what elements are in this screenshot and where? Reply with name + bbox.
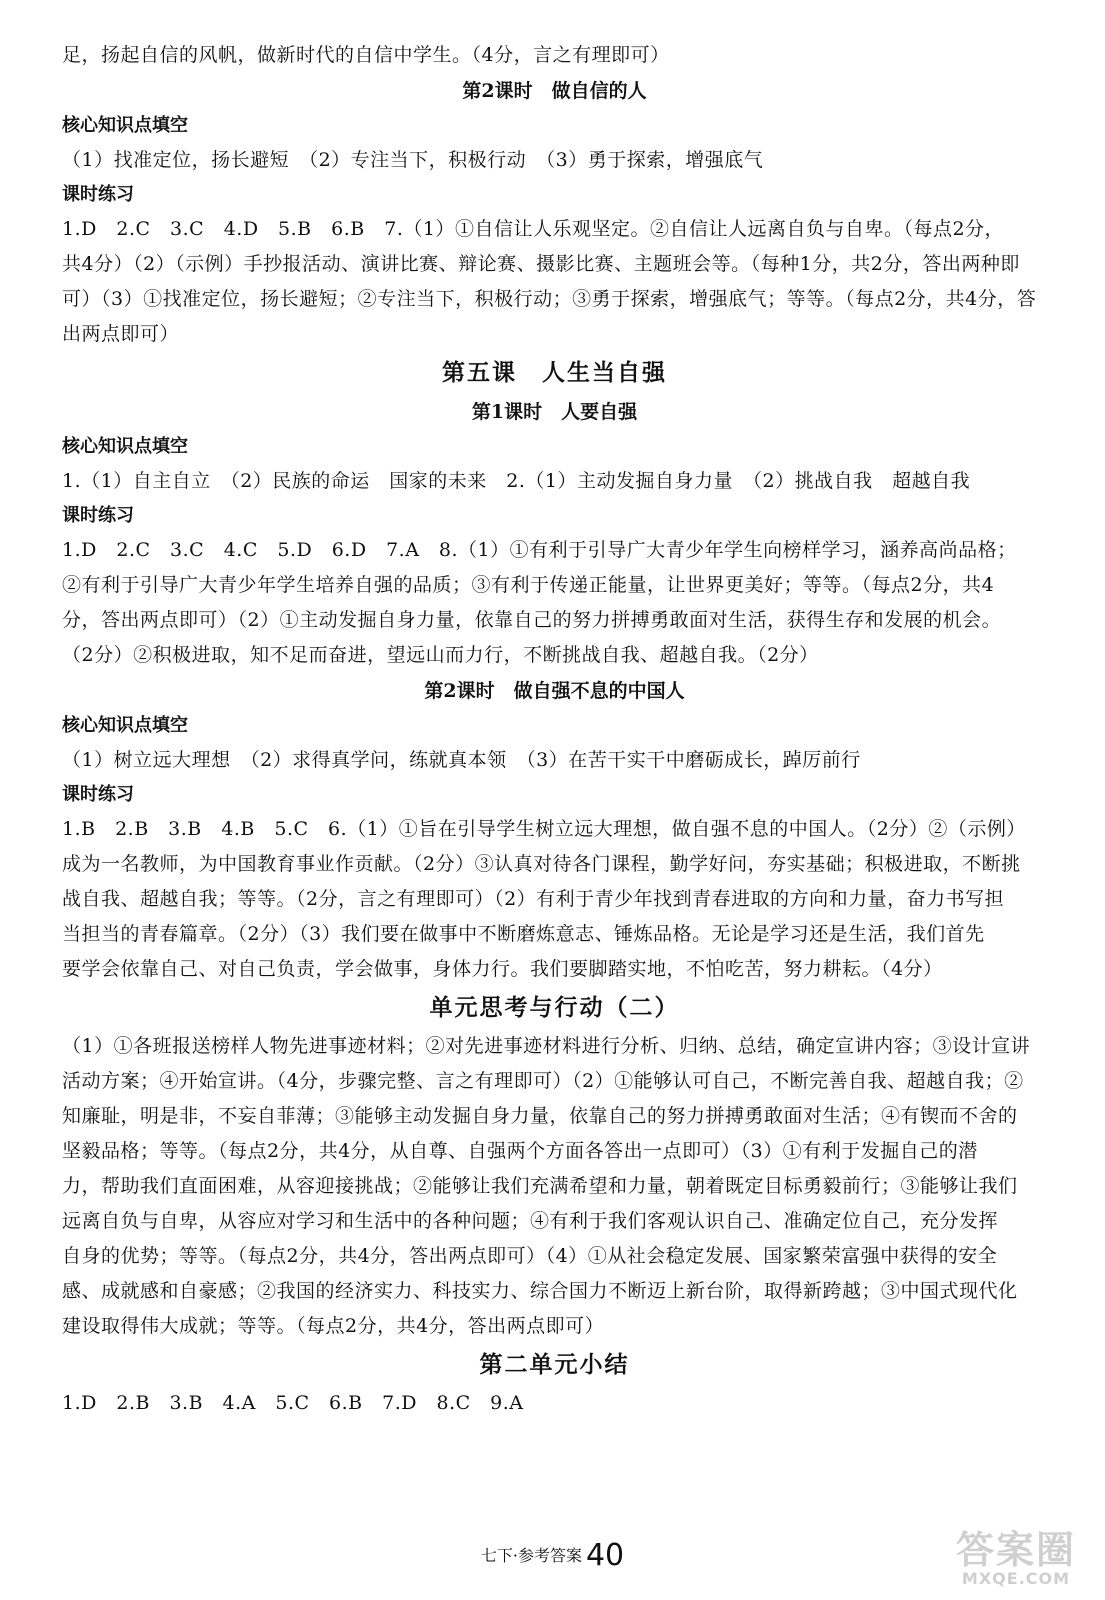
section-label: 核心知识点填空 — [62, 715, 188, 736]
watermark — [941, 1530, 1091, 1592]
answer-line: 出两点即可） — [62, 323, 180, 345]
section-label: 核心知识点填空 — [62, 115, 188, 136]
answer-line: （1）找准定位，扬长避短 （2）专注当下，积极行动 （3）勇于探索，增强底气 — [62, 149, 764, 171]
lesson-title: 单元思考与行动（二） — [429, 994, 680, 1021]
answer-line: 战自我、超越自我；等等。（2分，言之有理即可）（2）有利于青少年找到青春进取的方向和力量，奋力书写担 — [62, 888, 1005, 910]
answer-line: （1）树立远大理想 （2）求得真学问，练就真本领 （3）在苦干实干中磨砺成长，踔厉前行 — [62, 749, 861, 771]
lesson-title: 第五课 人生当自强 — [442, 359, 667, 386]
answer-line: （1）①各班报送榜样人物先进事迹材料；②对先进事迹材料进行分析、归纳、总结，确定宣讲内容；③设计宣讲 — [62, 1035, 1031, 1057]
answer-line: 1.B 2.B 3.B 4.B 5.C 6.（1）①旨在引导学生树立远大理想，做自强不息的中国人。（2分）②（示例） — [62, 818, 1026, 840]
footer-label: 七下·参考答案 — [480, 1546, 582, 1565]
watermark-logo: 答案圈 — [955, 1528, 1076, 1572]
answer-line: 1.（1）自主自立 （2）民族的命运 国家的未来 2.（1）主动发掘自身力量 （2）挑战自我 超越自我 — [62, 470, 971, 492]
answer-line: 活动方案；④开始宣讲。（4分，步骤完整、言之有理即可）（2）①能够认可自己，不断完善自我、超越自我；② — [62, 1070, 1024, 1092]
lesson-title: 第二单元小结 — [479, 1351, 630, 1378]
page-footer — [0, 1538, 1105, 1582]
answer-line: 足，扬起自信的风帆，做新时代的自信中学生。（4分，言之有理即可） — [62, 44, 670, 66]
section-label: 课时练习 — [62, 184, 134, 205]
answer-line: 当担当的青春篇章。（2分）（3）我们要在做事中不断磨炼意志、锤炼品格。无论是学习还是生活，我们首先 — [62, 923, 985, 945]
answer-line: 分，答出两点即可）（2）①主动发掘自身力量，依靠自己的努力拼搏勇敢面对生活，获得生存和发展的机会。 — [62, 609, 1002, 631]
section-subtitle: 第2课时 做自信的人 — [462, 80, 647, 102]
page-number: 40 — [585, 1538, 625, 1573]
answer-line: 自身的优势；等等。（每点2分，共4分，答出两点即可）（4）①从社会稳定发展、国家繁荣富强中获得的安全 — [62, 1245, 998, 1267]
answer-line: 建设取得伟大成就；等等。（每点2分，共4分，答出两点即可） — [62, 1315, 605, 1337]
answer-line: 感、成就感和自豪感；②我国的经济实力、科技实力、综合国力不断迈上新台阶，取得新跨越；③中国式现代化 — [62, 1280, 1018, 1302]
answer-line: 远离自负与自卑，从容应对学习和生活中的各种问题；④有利于我们客观认识自己、准确定位自己，充分发挥 — [62, 1210, 999, 1232]
section-label: 核心知识点填空 — [62, 436, 188, 457]
answer-line: 成为一名教师，为中国教育事业作贡献。（2分）③认真对待各门课程，勤学好问，夯实基础；积极进取，不断挑 — [62, 853, 1021, 875]
answer-line: 坚毅品格；等等。（每点2分，共4分，从自尊、自强两个方面各答出一点即可）（3）①有利于发掘自己的潜 — [62, 1140, 978, 1162]
watermark-url: MXQE.COM — [961, 1569, 1071, 1588]
answer-line: 1.D 2.C 3.C 4.C 5.D 6.D 7.A 8.（1）①有利于引导广大青少年学生向榜样学习，涵养高尚品格； — [62, 539, 1017, 561]
answer-page — [62, 38, 1047, 1421]
answer-line: ②有利于引导广大青少年学生培养自强的品质；③有利于传递正能量，让世界更美好；等等。（每点2分，共4 — [62, 574, 995, 596]
answer-line: 知廉耻，明是非，不妄自菲薄；③能够主动发掘自身力量，依靠自己的努力拼搏勇敢面对生活；④有锲而不舍的 — [62, 1105, 1018, 1127]
answer-line: 共4分）（2）（示例）手抄报活动、演讲比赛、辩论赛、摄影比赛、主题班会等。（每种1分，共2分，答出两种即 — [62, 253, 1020, 275]
answer-line: 1.D 2.C 3.C 4.D 5.B 6.B 7.（1）①自信让人乐观坚定。②自信让人远离自负与自卑。（每点2分， — [62, 218, 1005, 240]
answer-line: 力，帮助我们直面困难，从容迎接挑战；②能够让我们充满希望和力量，朝着既定目标勇毅前行；③能够让我们 — [62, 1175, 1018, 1197]
answer-line: （2分）②积极进取，知不足而奋进，望远山而力行，不断挑战自我、超越自我。（2分） — [62, 644, 819, 666]
answer-line: 1.D 2.B 3.B 4.A 5.C 6.B 7.D 8.C 9.A — [62, 1392, 524, 1414]
section-subtitle: 第1课时 人要自强 — [471, 401, 638, 423]
answer-line: 可）（3）①找准定位，扬长避短；②专注当下，积极行动；③勇于探索，增强底气；等等。（每点2分，共4分，答 — [62, 288, 1037, 310]
section-label: 课时练习 — [62, 784, 134, 805]
section-subtitle: 第2课时 做自强不息的中国人 — [424, 680, 685, 702]
answer-line: 要学会依靠自己、对自己负责，学会做事，身体力行。我们要脚踏实地，不怕吃苦，努力耕耘。（4分） — [62, 958, 943, 980]
section-label: 课时练习 — [62, 505, 134, 526]
